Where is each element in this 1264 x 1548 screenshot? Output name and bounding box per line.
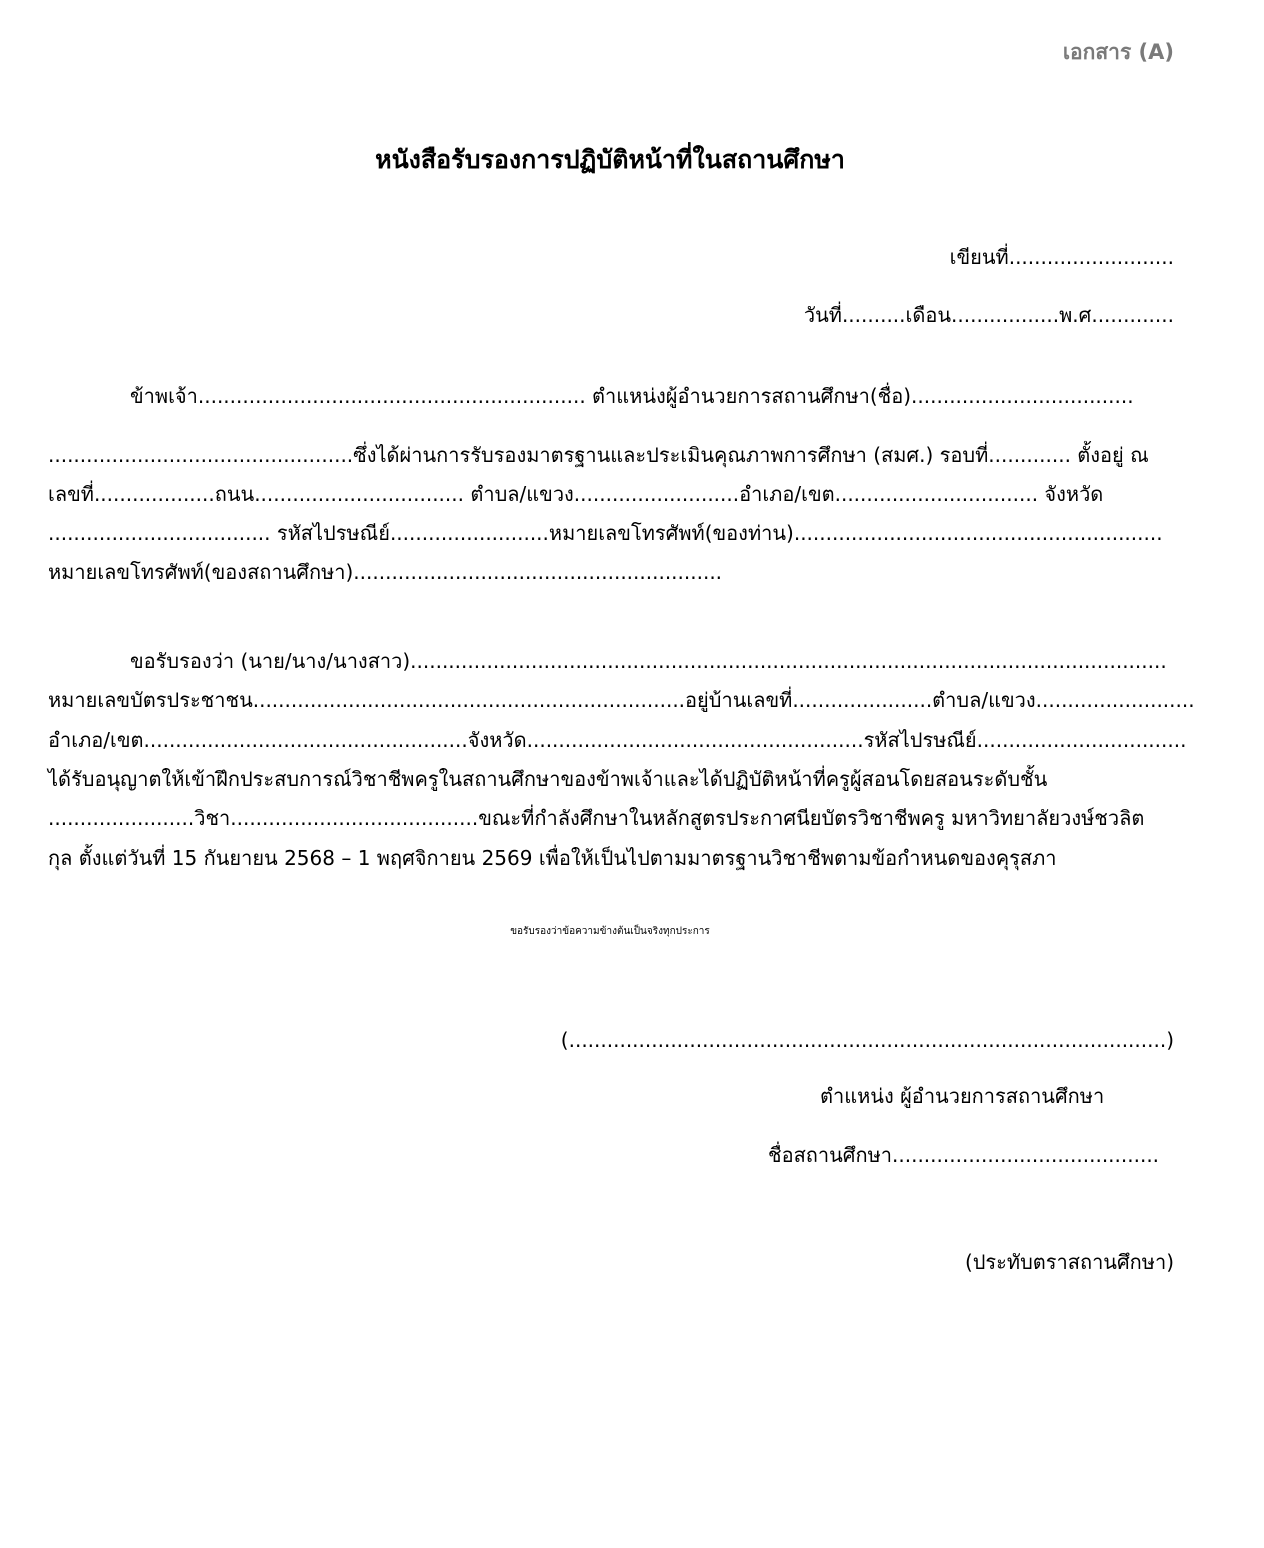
document-label: เอกสาร (A) xyxy=(1062,40,1174,64)
stamp-note: (ประทับตราสถานศึกษา) xyxy=(964,1250,1174,1274)
school-postal-phone-line: ................................... รหัสไปรษณีย์.........................หมายเลขโทรศัพท์(ของท่าน).......................................................... xyxy=(48,521,1163,545)
student-name-line: ขอรับรองว่า (นาย/นาง/นางสาว)....................................................................................................................... xyxy=(130,649,1167,673)
student-id-address-line: หมายเลขบัตรประชาชน....................................................................อยู่บ้านเลขที่......................ตำบล/แขวง......................... xyxy=(48,688,1195,712)
internship-period-line: กุล ตั้งแต่วันที่ 15 กันยายน 2568 – 1 พฤศจิกายน 2569 เพื่อให้เป็นไปตามมาตรฐานวิชาชีพตามข้อกำหนดของคุรุสภา xyxy=(48,846,1057,870)
school-accreditation-line: ................................................ซึ่งได้ผ่านการรับรองมาตรฐานและประเมินคุณภาพการศึกษา (สมศ.) รอบที่............. ตั้งอยู่ ณ xyxy=(48,443,1149,467)
document-title: หนังสือรับรองการปฏิบัติหน้าที่ในสถานศึกษา xyxy=(375,145,845,174)
school-address-line: เลขที่...................ถนน................................. ตำบล/แขวง..........................อำเภอ/เขต................................ จังหวัด xyxy=(48,482,1104,506)
student-district-line: อำเภอ/เขต...................................................จังหวัด.....................................................รหัสไปรษณีย์................................. xyxy=(48,728,1187,752)
school-phone-line: หมายเลขโทรศัพท์(ของสถานศึกษา).......................................................... xyxy=(48,560,723,584)
certify-statement: ขอรับรองว่าข้อความข้างต้นเป็นจริงทุกประการ xyxy=(510,926,710,937)
written-at-line: เขียนที่.......................... xyxy=(949,245,1174,269)
date-line: วันที่..........เดือน.................พ.ศ............. xyxy=(803,303,1174,327)
internship-permission-line: ได้รับอนุญาตให้เข้าฝึกประสบการณ์วิชาชีพครูในสถานศึกษาของข้าพเจ้าและได้ปฏิบัติหน้าที่ครูผู้สอนโดยสอนระดับชั้น xyxy=(48,767,1048,791)
signature-school-name: ชื่อสถานศึกษา.......................................... xyxy=(768,1143,1160,1167)
principal-name-line: ข้าพเจ้า............................................................. ตำแหน่งผู้อำนวยการสถานศึกษา(ชื่อ)................................... xyxy=(130,384,1134,408)
signature-position: ตำแหน่ง ผู้อำนวยการสถานศึกษา xyxy=(820,1084,1105,1108)
signature-name-line: (..............................................................................................) xyxy=(560,1028,1174,1052)
subject-program-line: .......................วิชา.......................................ขณะที่กำลังศึกษาในหลักสูตรประกาศนียบัตรวิชาชีพครู มหาวิทยาลัยวงษ์ชวลิต xyxy=(48,806,1145,830)
